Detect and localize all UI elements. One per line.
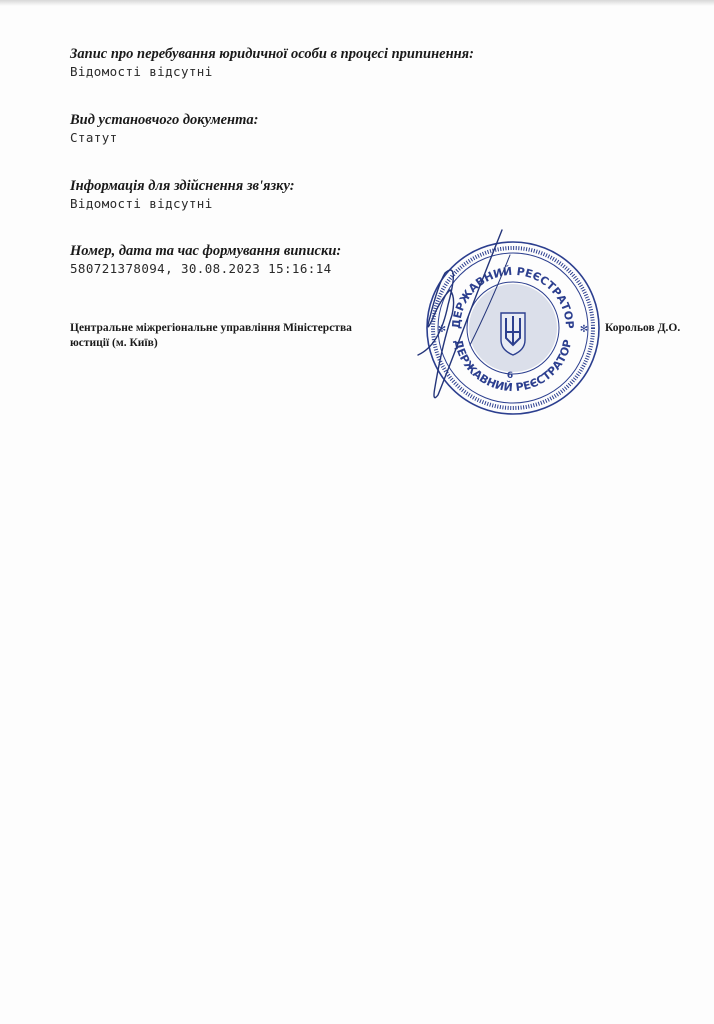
paper-edge — [0, 0, 714, 6]
field-contact-info — [70, 178, 295, 212]
field-value: Відомості відсутні — [70, 196, 213, 211]
issuing-authority — [70, 321, 352, 351]
stamp-text-top: ДЕРЖАВНИЙ РЕЄСТРАТОР — [449, 264, 577, 330]
asterisk-icon: ✻ — [579, 324, 589, 335]
field-label: Вид установчого документа: — [70, 112, 259, 128]
field-label: Номер, дата та час формування виписки: — [70, 243, 342, 259]
field-extract-number — [70, 243, 341, 277]
signer-name: Корольов Д.О. — [605, 322, 681, 334]
issuing-authority-line: юстиції (м. Київ) — [70, 337, 158, 349]
field-value: Статут — [70, 130, 118, 145]
field-termination-record — [70, 46, 474, 80]
field-label: Інформація для здійснення зв'язку: — [70, 178, 295, 194]
field-value: Відомості відсутні — [70, 64, 213, 79]
issuing-authority-line: Центральне міжрегіональне управління Міністерства — [70, 322, 352, 334]
field-value: 580721378094, 30.08.2023 15:16:14 — [70, 261, 332, 276]
stamp-number: 6 — [506, 371, 514, 381]
field-label: Запис про перебування юридичної особи в процесі припинення: — [70, 46, 474, 62]
field-founding-document — [70, 112, 258, 146]
asterisk-icon: ✻ — [437, 324, 447, 335]
handwritten-signature — [410, 225, 520, 405]
stamp-text-bottom: ДЕРЖАВНИЙ РЕЄСТРАТОР — [451, 338, 575, 395]
